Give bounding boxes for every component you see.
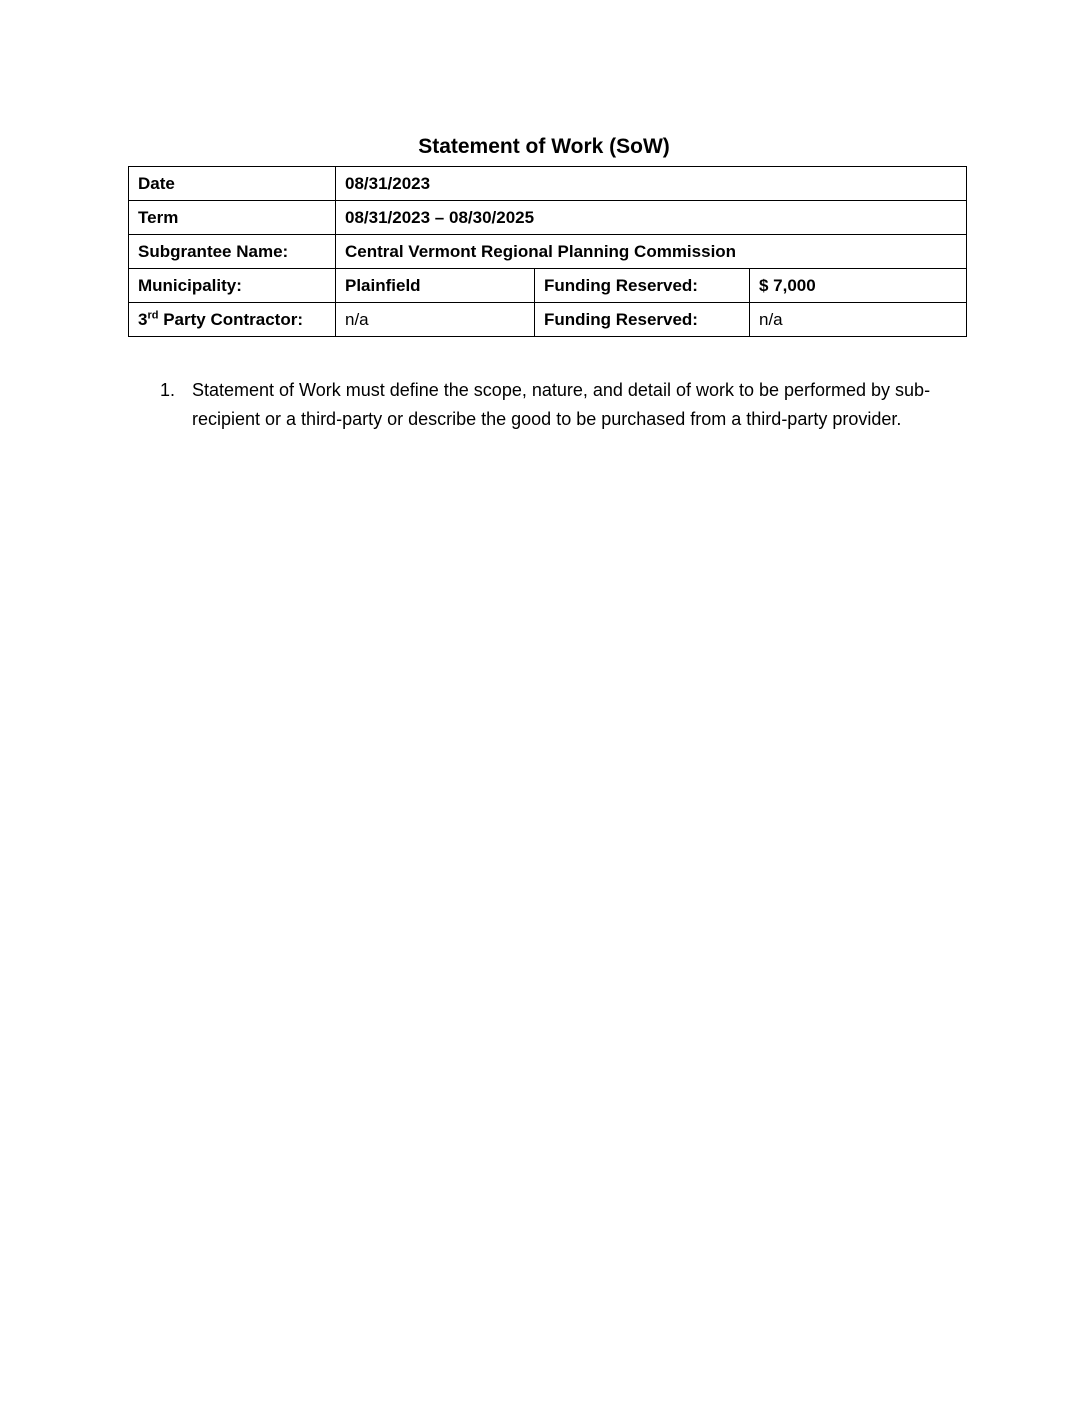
table-row-contractor	[129, 303, 967, 337]
date-value: 08/31/2023	[336, 167, 967, 201]
table-row-date	[129, 167, 967, 201]
contractor-funding-value: n/a	[750, 303, 967, 337]
table-row-municipality	[129, 269, 967, 303]
list-item-number: 1.	[160, 380, 176, 400]
municipality-label: Municipality:	[129, 269, 336, 303]
sow-table	[128, 166, 967, 337]
contractor-value: n/a	[336, 303, 535, 337]
contractor-label-prefix: 3	[138, 309, 148, 329]
subgrantee-label: Subgrantee Name:	[129, 235, 336, 269]
subgrantee-value: Central Vermont Regional Planning Commission	[336, 235, 967, 269]
date-label: Date	[129, 167, 336, 201]
instruction-list	[160, 376, 970, 434]
table-row-subgrantee	[129, 235, 967, 269]
municipality-value: Plainfield	[336, 269, 535, 303]
municipality-funding-label: Funding Reserved:	[535, 269, 750, 303]
contractor-label-superscript: rd	[147, 308, 159, 321]
list-item-text: Statement of Work must define the scope, nature, and detail of work to be performed by sub-recipient or a third-party or describe the good to be purchased from a third-party provider.	[192, 380, 931, 429]
list-item	[160, 376, 970, 434]
contractor-funding-label: Funding Reserved:	[535, 303, 750, 337]
term-label: Term	[129, 201, 336, 235]
page-title: Statement of Work (SoW)	[418, 135, 670, 158]
contractor-label	[129, 303, 336, 337]
municipality-funding-value: $ 7,000	[750, 269, 967, 303]
contractor-label-suffix: Party Contractor:	[158, 309, 303, 329]
table-row-term	[129, 201, 967, 235]
term-value: 08/31/2023 – 08/30/2025	[336, 201, 967, 235]
